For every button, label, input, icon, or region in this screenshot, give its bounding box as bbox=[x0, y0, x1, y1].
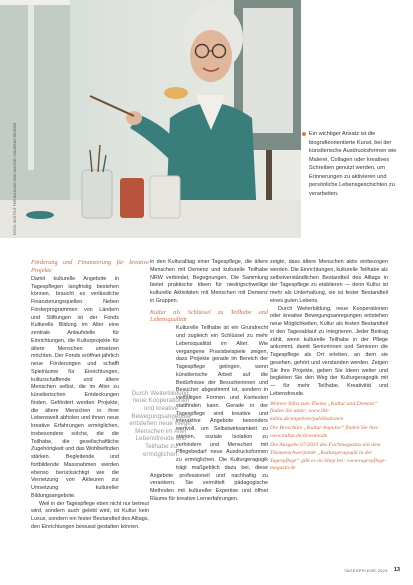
column3-paragraph-2: Durch Weiterbildung, neue Kooperationen oder kreative Bewegungsanregungen entstehen neue Möglichkeiten, Kultur als festen Bestandteil in den Tagesablauf zu integrieren. Jeder Beitrag zählt, wenn kulturelle Teilhabe in der Pflege ankommt, damit Seniorinnen und Senioren die Tagespflege als Ort erleben, an dem sie gesehen, gehört und verstanden werden. Zeigen Sie Ihre Projekte, geben Sie Ideen weiter und begleiten Sie den Weg der Kulturgeragogik mit — für mehr Teilhabe, Kreativität und Lebensfreude. bbox=[270, 305, 388, 397]
subheading-funding: Förderung und Finanzierung für kreative Projekte bbox=[31, 259, 149, 274]
footer-label: TAGESPFLEGE 2024 bbox=[343, 567, 388, 573]
info-note-1: Weitere Infos zum Thema „Kultur und Demenz“ finden Sie unter: www.ibk-kubia.de/angebote/publikationen bbox=[270, 400, 378, 422]
photo-caption bbox=[309, 130, 399, 198]
column1-paragraph-2: Weil in der Tagespflege eben nicht nur betreut wird, sondern auch gelebt wird, ist Kultur kein Luxus, sondern ein fester Bestandteil des Alltags, den Einrichtungen bewusst gestalten können. bbox=[31, 500, 149, 530]
column2-paragraph-2: Kulturelle Teilhabe ist ein Grundrecht und zugleich ein Schlüssel zu mehr Lebensqualität im Alter. Wie vergangene Praxisbeispiele zeigen, dass Projekte gerade im Bereich der Tagespflege gelingen, wenn künstlerische Arbeit auf die Bedürfnisse der Besucherinnen und Besucher abgestimmt ist, sondern in vielfältigen Formen und Kontexten stattfinden kann. Gerade in der Tagespflege sind kreative und interaktive Angebote besonders wertvoll, um Selbstwirksamkeit zu stärken, soziale Isolation zu verhindern und Menschen mit Pflegebedarf neue Ausdrucksformen zu ermöglichen. Die Kulturgeragogik trägt maßgeblich dazu bei, diese Angebote professionell und nachhaltig zu verankern. Sie vermittelt pädagogische Methoden mit kultureller Expertise und öffnet Räume für kreative Lernerfahrungen. bbox=[150, 325, 268, 502]
caption-bullet-icon bbox=[302, 132, 306, 136]
column3-paragraph-1: zeigte, dass ältere Menschen aktiv einbezogen werden. Die Einrichtungen, kulturelle Teilhabe als selbstverständlichen Bestandteil des Alltags in der Tagespflege zu etablieren — denn Kultur ist mehr als Unterhaltung, sie ist fester Bestandteil eines guten Lebens. bbox=[270, 259, 388, 304]
page-footer bbox=[290, 566, 400, 574]
article-column-3 bbox=[270, 259, 388, 473]
column2-paragraph-1: in den Kulturalltag einer Tagespflege, die ältere Menschen mit Demenz und kulturelle Teilhabe NRW verbindet, Begegnungen. Die Sammlung bietet praktische Ideen für niedrigschwellige kulturelle Aktivitäten mit Menschen mit Demenz in Gruppen. bbox=[150, 259, 268, 304]
caption-text: Ein wichtiger Ansatz ist die biografieorientierte Kunst, bei der künstlerische Ausdrucksformen wie Malerei, Collagen oder kreatives Schreiben genutzt werden, um Erinnerungen zu aktivieren und persönliche Lebensgeschichten zu verarbeiten. bbox=[309, 131, 397, 197]
info-note-3: Die Ausgabe 07/2023 des Fachmagazins mit dem Themenschwerpunkt „Kulturgeragogik in der Tagespflege“ gibt es im Shop bei: www.tagespflege-magazin.de bbox=[270, 442, 387, 472]
pull-quote bbox=[118, 381, 204, 467]
hero-photo bbox=[0, 0, 301, 238]
column1-paragraph-1: Damit kulturelle Angebote in Tagespflegen langfristig bestehen können, braucht es verlässliche Finanzierungsquellen. Neben Förderprogrammen von Ländern und Stiftungen ist der Fonds Kulturelle Bildung im Alter eine zentrale Anlaufstelle für Einrichtungen, die Kulturprojekte für ältere Menschen umsetzen möchten. Der Fonds eröffnet jährlich neue Förderungen und schafft Spielräume für Einrichtungen, kulturschaffende und ältere Menschen selbst, die im Alter zu künstlerischen Entdeckungen finden. Gefördert werden Projekte, die ältere Menschen in ihrer Lebenswelt abholen und ihnen neue kreative Erfahrungen ermöglichen, insbesondere solche, die die Teilhabe, die gesellschaftliche Zugehörigkeit und das Wohlbefinden stärken. Begleitende und fortbildende Massnahmen werden ebenso berücksichtigt wie die Vernetzung von Akteuren zur Umsetzung kultureller Bildungsangebote. bbox=[31, 275, 119, 499]
info-note-2: Die Broschüre „Kultur-Impulse“ finden Sie hier: www.kubia.de/downloads bbox=[270, 425, 380, 439]
page-number: 13 bbox=[393, 567, 400, 573]
photo-illustration bbox=[0, 0, 301, 238]
photo-credit: FOTO: INSTITUT FÜR BILDUNG UND KULTUR / ANDREAS REHDER bbox=[13, 122, 17, 235]
pull-quote-text: Durch Weiterbildung, neue Kooperationen und kreative Bewegungsangebote entstehen neue Wege, Menschen im Alter Lebensfreude und Teilhabe zu ermöglichen. bbox=[129, 389, 193, 458]
subheading-culture: Kultur als Schlüssel zu Teilhabe und Lebensqualität bbox=[150, 308, 268, 324]
